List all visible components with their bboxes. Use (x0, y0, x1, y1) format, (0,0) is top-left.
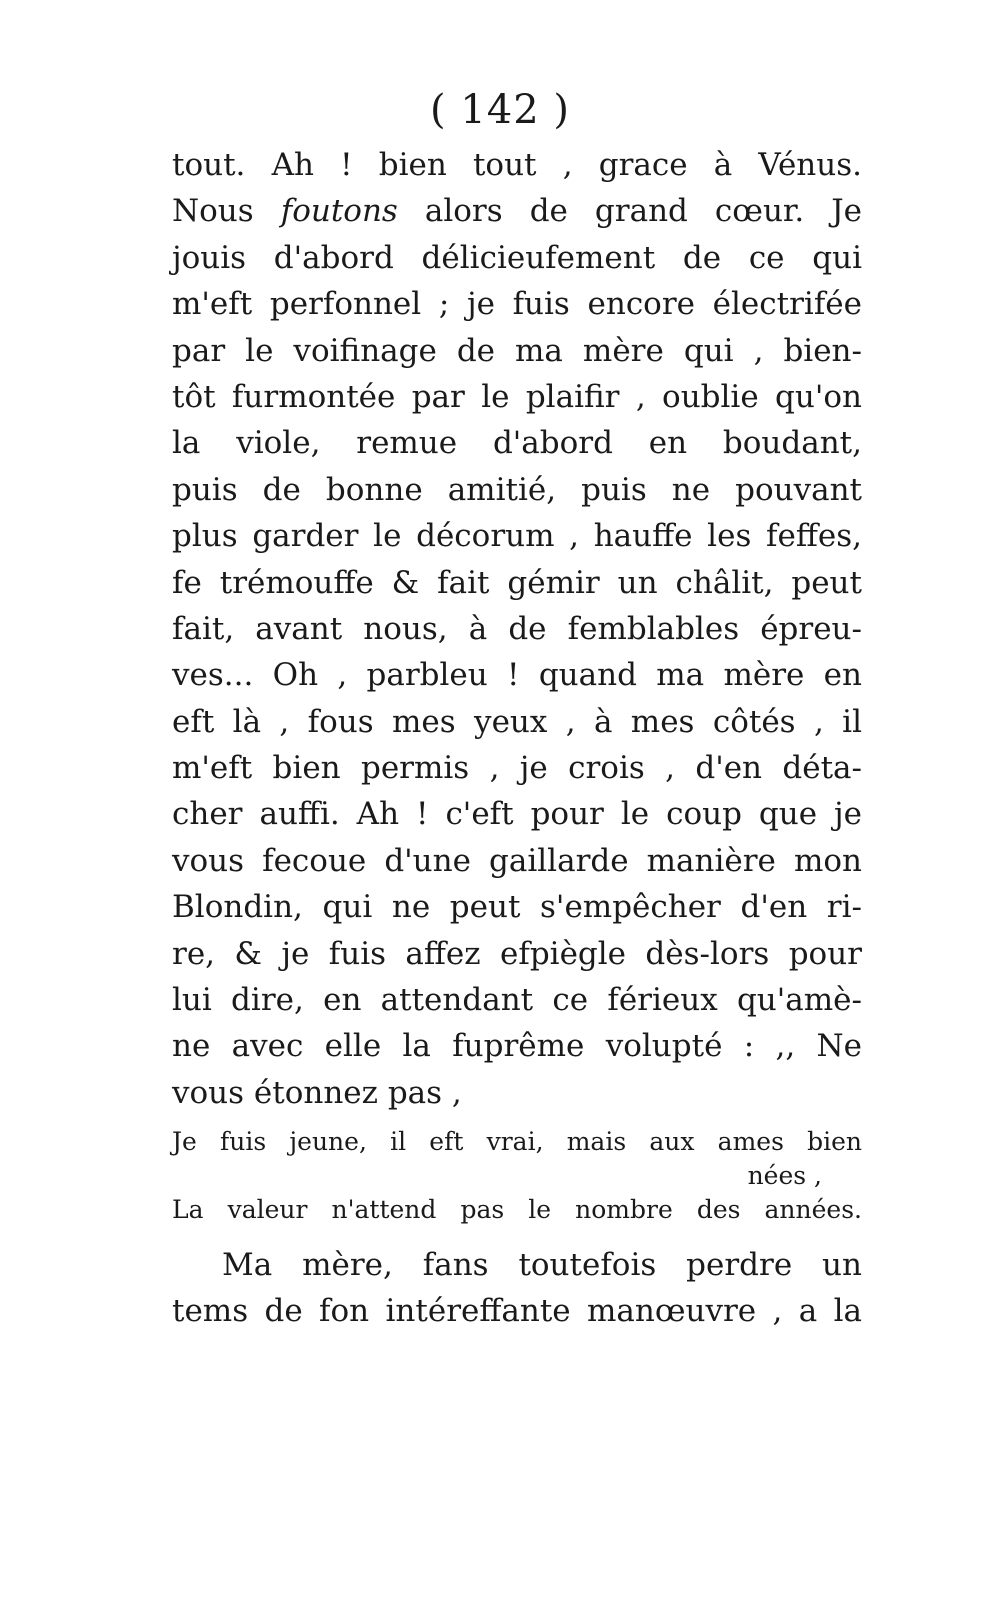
text-line: ne avec elle la fuprême volupté : ,, Ne (172, 1028, 862, 1065)
verse-quotation (172, 1125, 862, 1227)
prose-block-continued (172, 1242, 862, 1335)
text-line: re, & je fuis affez efpiègle dès-lors pour (172, 935, 862, 972)
text-line: Blondin, qui ne peut s'empêcher d'en ri- (172, 889, 862, 926)
text-line: la viole, remue d'abord en boudant, (172, 425, 862, 462)
text-line: m'eft perfonnel ; je fuis encore électrifée (172, 286, 862, 323)
text-line: eft là , fous mes yeux , à mes côtés , il (172, 703, 862, 740)
text-line (172, 188, 862, 234)
italic-word: foutons (280, 193, 398, 230)
text-line: par le voifinage de ma mère qui , bien- (172, 332, 862, 369)
text-line: tout. Ah ! bien tout , grace à Vénus. (172, 147, 862, 183)
text-line: tôt furmontée par le plaifir , oublie qu'on (172, 378, 862, 415)
text-line: puis de bonne amitié, puis ne pouvant (172, 471, 862, 508)
prose-block (172, 142, 862, 1116)
text-line: fe trémouffe & fait gémir un châlit, peut (172, 564, 862, 601)
text-line: vous étonnez pas , (172, 1074, 462, 1111)
text-line: vous fecoue d'une gaillarde manière mon (172, 842, 862, 879)
text-line: jouis d'abord délicieufement de ce qui (172, 239, 862, 276)
paragraph-first-line: Ma mère, fans toutefois perdre un (222, 1247, 862, 1283)
text-fragment: alors de grand cœur. Je (424, 193, 862, 230)
text-line: plus garder le décorum , hauffe les feffes, (172, 518, 862, 555)
text-line: ves... Oh , parbleu ! quand ma mère en (172, 657, 862, 694)
text-line: cher auffi. Ah ! c'eft pour le coup que je (172, 796, 862, 833)
text-line: fait, avant nous, à de femblables épreu- (172, 610, 862, 647)
text-line: tems de fon intéreffante manœuvre , a la (172, 1293, 862, 1330)
verse-line: La valeur n'attend pas le nombre des années. (172, 1195, 862, 1224)
text-line: lui dire, en attendant ce férieux qu'amè- (172, 982, 862, 1019)
verse-turnover: nées , (747, 1161, 822, 1190)
text-line: m'eft bien permis , je crois , d'en déta- (172, 750, 862, 787)
verse-line: Je fuis jeune, il eft vrai, mais aux ames bien (172, 1127, 862, 1156)
page-number: ( 142 ) (430, 87, 570, 133)
text-fragment: Nous (172, 193, 254, 230)
